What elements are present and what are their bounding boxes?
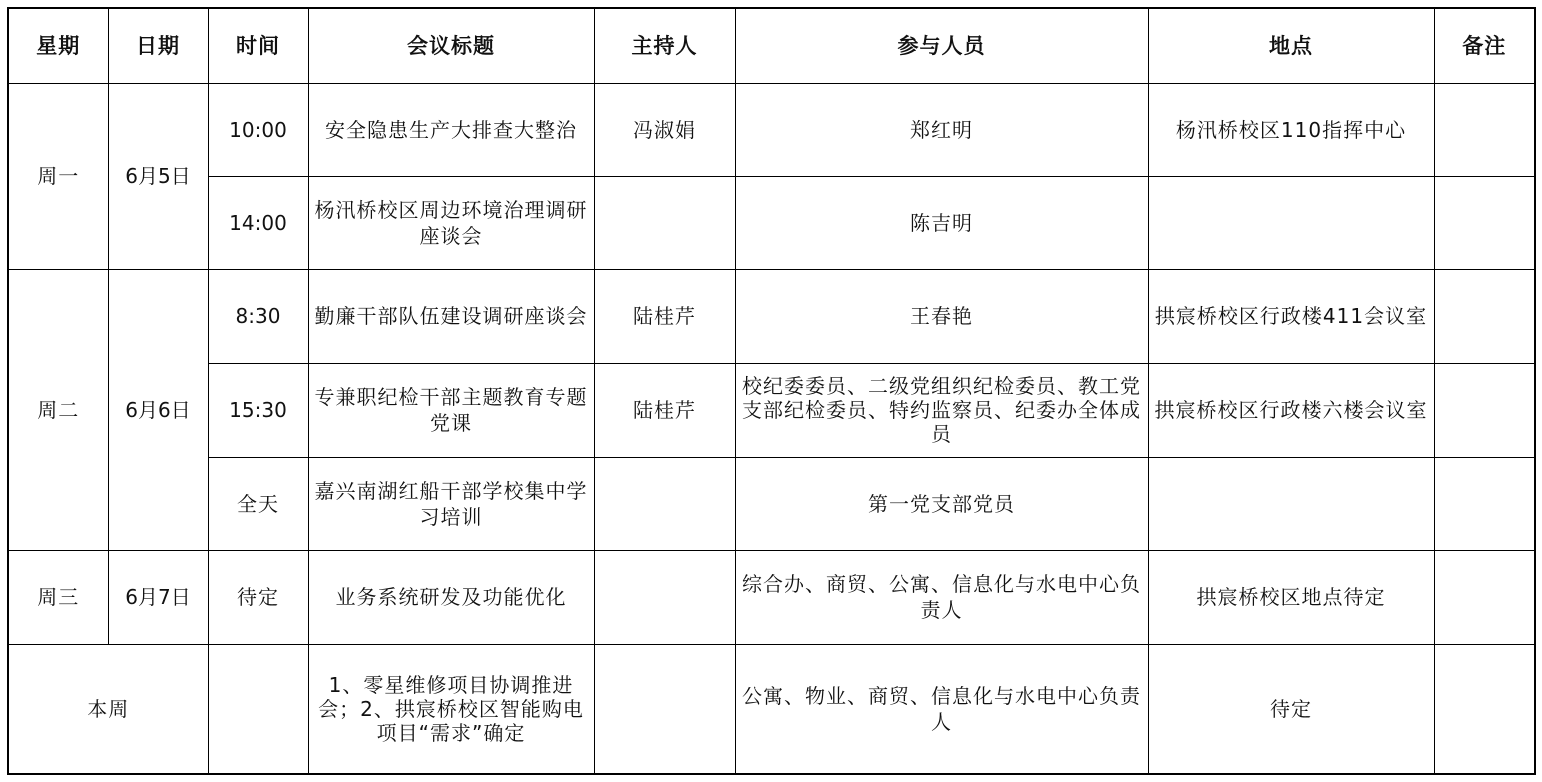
title-cell: 1、零星维修项目协调推进会；2、拱宸桥校区智能购电项目“需求”确定	[308, 644, 594, 774]
header-row	[8, 8, 1535, 83]
weekday-cell: 周三	[8, 550, 108, 644]
host-cell	[594, 644, 735, 774]
notes-cell	[1434, 550, 1535, 644]
title-cell: 安全隐患生产大排查大整治	[308, 83, 594, 176]
notes-cell	[1434, 269, 1535, 363]
host-cell: 冯淑娟	[594, 83, 735, 176]
title-cell: 杨汛桥校区周边环境治理调研座谈会	[308, 176, 594, 269]
location-cell: 待定	[1148, 644, 1434, 774]
time-cell	[208, 644, 308, 774]
host-cell: 陆桂芹	[594, 363, 735, 457]
header-weekday: 星期	[8, 8, 108, 83]
time-cell: 待定	[208, 550, 308, 644]
participants-cell: 公寓、物业、商贸、信息化与水电中心负责人	[735, 644, 1148, 774]
host-cell	[594, 457, 735, 550]
location-cell: 拱宸桥校区地点待定	[1148, 550, 1434, 644]
host-cell: 陆桂芹	[594, 269, 735, 363]
notes-cell	[1434, 176, 1535, 269]
date-cell: 6月6日	[108, 269, 208, 550]
meeting-schedule-sheet	[7, 7, 1534, 775]
host-cell	[594, 550, 735, 644]
title-cell: 专兼职纪检干部主题教育专题党课	[308, 363, 594, 457]
header-notes: 备注	[1434, 8, 1535, 83]
participants-cell: 郑红明	[735, 83, 1148, 176]
date-cell: 6月7日	[108, 550, 208, 644]
table-row	[8, 83, 1535, 176]
notes-cell	[1434, 83, 1535, 176]
header-date: 日期	[108, 8, 208, 83]
header-location: 地点	[1148, 8, 1434, 83]
table-row	[8, 457, 1535, 550]
time-cell: 14:00	[208, 176, 308, 269]
participants-cell: 王春艳	[735, 269, 1148, 363]
title-cell: 勤廉干部队伍建设调研座谈会	[308, 269, 594, 363]
location-cell: 拱宸桥校区行政楼411会议室	[1148, 269, 1434, 363]
table-row	[8, 176, 1535, 269]
meeting-schedule-table	[7, 7, 1536, 775]
participants-cell: 陈吉明	[735, 176, 1148, 269]
location-cell: 拱宸桥校区行政楼六楼会议室	[1148, 363, 1434, 457]
participants-cell: 第一党支部党员	[735, 457, 1148, 550]
weekday-cell: 周二	[8, 269, 108, 550]
table-row	[8, 363, 1535, 457]
table-row	[8, 644, 1535, 774]
header-participants: 参与人员	[735, 8, 1148, 83]
title-cell: 业务系统研发及功能优化	[308, 550, 594, 644]
table-row	[8, 550, 1535, 644]
time-cell: 10:00	[208, 83, 308, 176]
host-cell	[594, 176, 735, 269]
time-cell: 15:30	[208, 363, 308, 457]
header-time: 时间	[208, 8, 308, 83]
title-cell: 嘉兴南湖红船干部学校集中学习培训	[308, 457, 594, 550]
location-cell	[1148, 176, 1434, 269]
table-row	[8, 269, 1535, 363]
time-cell: 全天	[208, 457, 308, 550]
notes-cell	[1434, 457, 1535, 550]
header-host: 主持人	[594, 8, 735, 83]
time-cell: 8:30	[208, 269, 308, 363]
date-cell: 6月5日	[108, 83, 208, 269]
weekday-cell: 周一	[8, 83, 108, 269]
participants-cell: 校纪委委员、二级党组织纪检委员、教工党支部纪检委员、特约监察员、纪委办全体成员	[735, 363, 1148, 457]
notes-cell	[1434, 644, 1535, 774]
week-label-cell: 本周	[8, 644, 208, 774]
location-cell: 杨汛桥校区110指挥中心	[1148, 83, 1434, 176]
notes-cell	[1434, 363, 1535, 457]
header-title: 会议标题	[308, 8, 594, 83]
participants-cell: 综合办、商贸、公寓、信息化与水电中心负责人	[735, 550, 1148, 644]
location-cell	[1148, 457, 1434, 550]
